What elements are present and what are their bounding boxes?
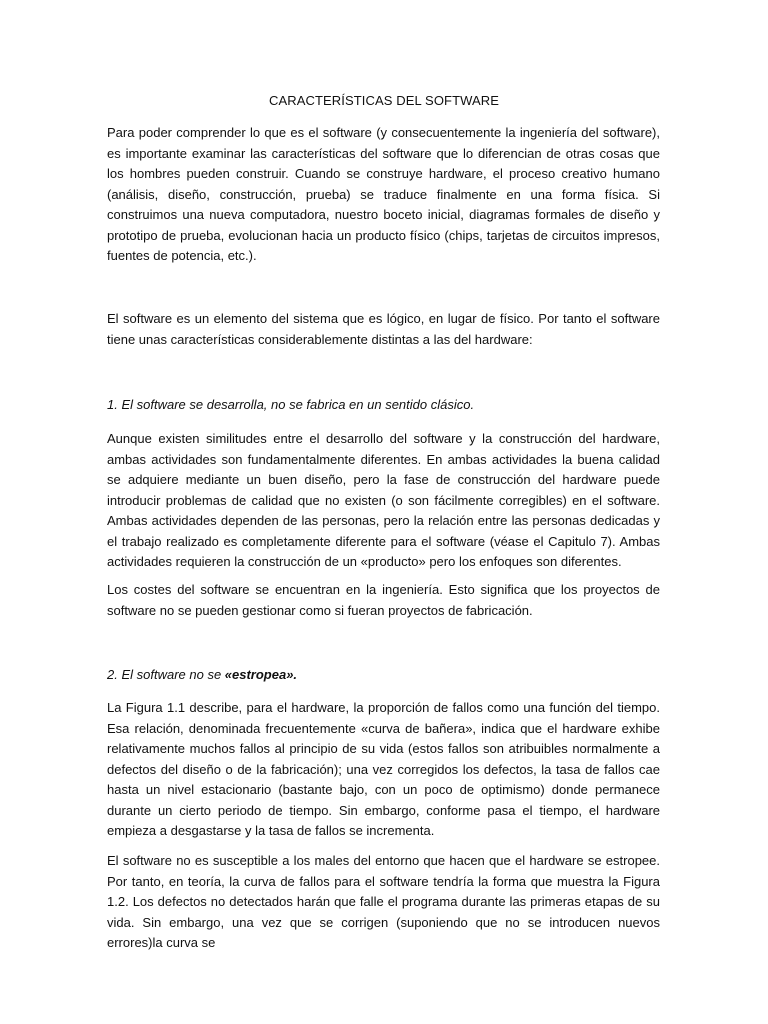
section-heading-2-prefix: 2. El software no se bbox=[107, 667, 225, 682]
bathtub-curve-paragraph: La Figura 1.1 describe, para el hardware, la proporción de fallos como una función del tiempo. Esa relación, denominada frecuentemente «curva de bañera», indica que el hardware exhibe relativamente muchos fallos al principio de su vida (estos fallos son atribuibles normalmente a defectos del diseño o de la fabricación); una vez corregidos los defectos, la tasa de fallos cae hasta un nivel estacionario (bastante bajo, con un poco de optimismo) donde permanece durante un cierto periodo de tiempo. Sin embargo, conforme pasa el tiempo, el hardware empieza a desgastarse y la tasa de fallos se incrementa. bbox=[107, 700, 660, 838]
software-failure-paragraph: El software no es susceptible a los males del entorno que hacen que el hardware se estropee. Por tanto, en teoría, la curva de fallos para el software tendría la forma que muestra la Figura 1.2. Los defectos no detectados harán que falle el programa durante las primeras etapas de su vida. Sin embargo, una vez que se corrigen (suponiendo que no se introducen nuevos errores)la curva se bbox=[107, 853, 660, 950]
section-heading-1: 1. El software se desarrolla, no se fabrica en un sentido clásico. bbox=[107, 397, 475, 412]
logical-element-paragraph: El software es un elemento del sistema que es lógico, en lugar de físico. Por tanto el software tiene unas características considerablemente distintas a las del hardware: bbox=[107, 311, 660, 347]
section-heading-2 bbox=[107, 667, 297, 682]
development-paragraph: Aunque existen similitudes entre el desarrollo del software y la construcción del hardware, ambas actividades son fundamentalmente diferentes. En ambas actividades la buena calidad se adquiere mediante un buen diseño, pero la fase de construcción del hardware puede introducir problemas de calidad que no existen (o son fácilmente corregibles) en el software. Ambas actividades dependen de las personas, pero la relación entre las personas dedicadas y el trabajo realizado es completamente diferente para el software (véase el Capitulo 7). Ambas actividades requieren la construcción de un «producto» pero los enfoques son diferentes. bbox=[107, 431, 660, 569]
costs-paragraph: Los costes del software se encuentran en la ingeniería. Esto significa que los proyectos de software no se pueden gestionar como si fueran proyectos de fabricación. bbox=[107, 582, 660, 618]
document-title: CARACTERÍSTICAS DEL SOFTWARE bbox=[268, 93, 500, 108]
intro-paragraph: Para poder comprender lo que es el software (y consecuentemente la ingeniería del software), es importante examinar las características del software que lo diferencian de otras cosas que los hombres pueden construir. Cuando se construye hardware, el proceso creativo humano (análisis, diseño, construcción, prueba) se traduce finalmente en una forma física. Si construimos una nueva computadora, nuestro boceto inicial, diagramas formales de diseño y prototipo de prueba, evolucionan hacia un producto físico (chips, tarjetas de circuitos impresos, fuentes de potencia, etc.). bbox=[107, 125, 660, 263]
section-heading-2-bold: «estropea». bbox=[224, 667, 298, 682]
